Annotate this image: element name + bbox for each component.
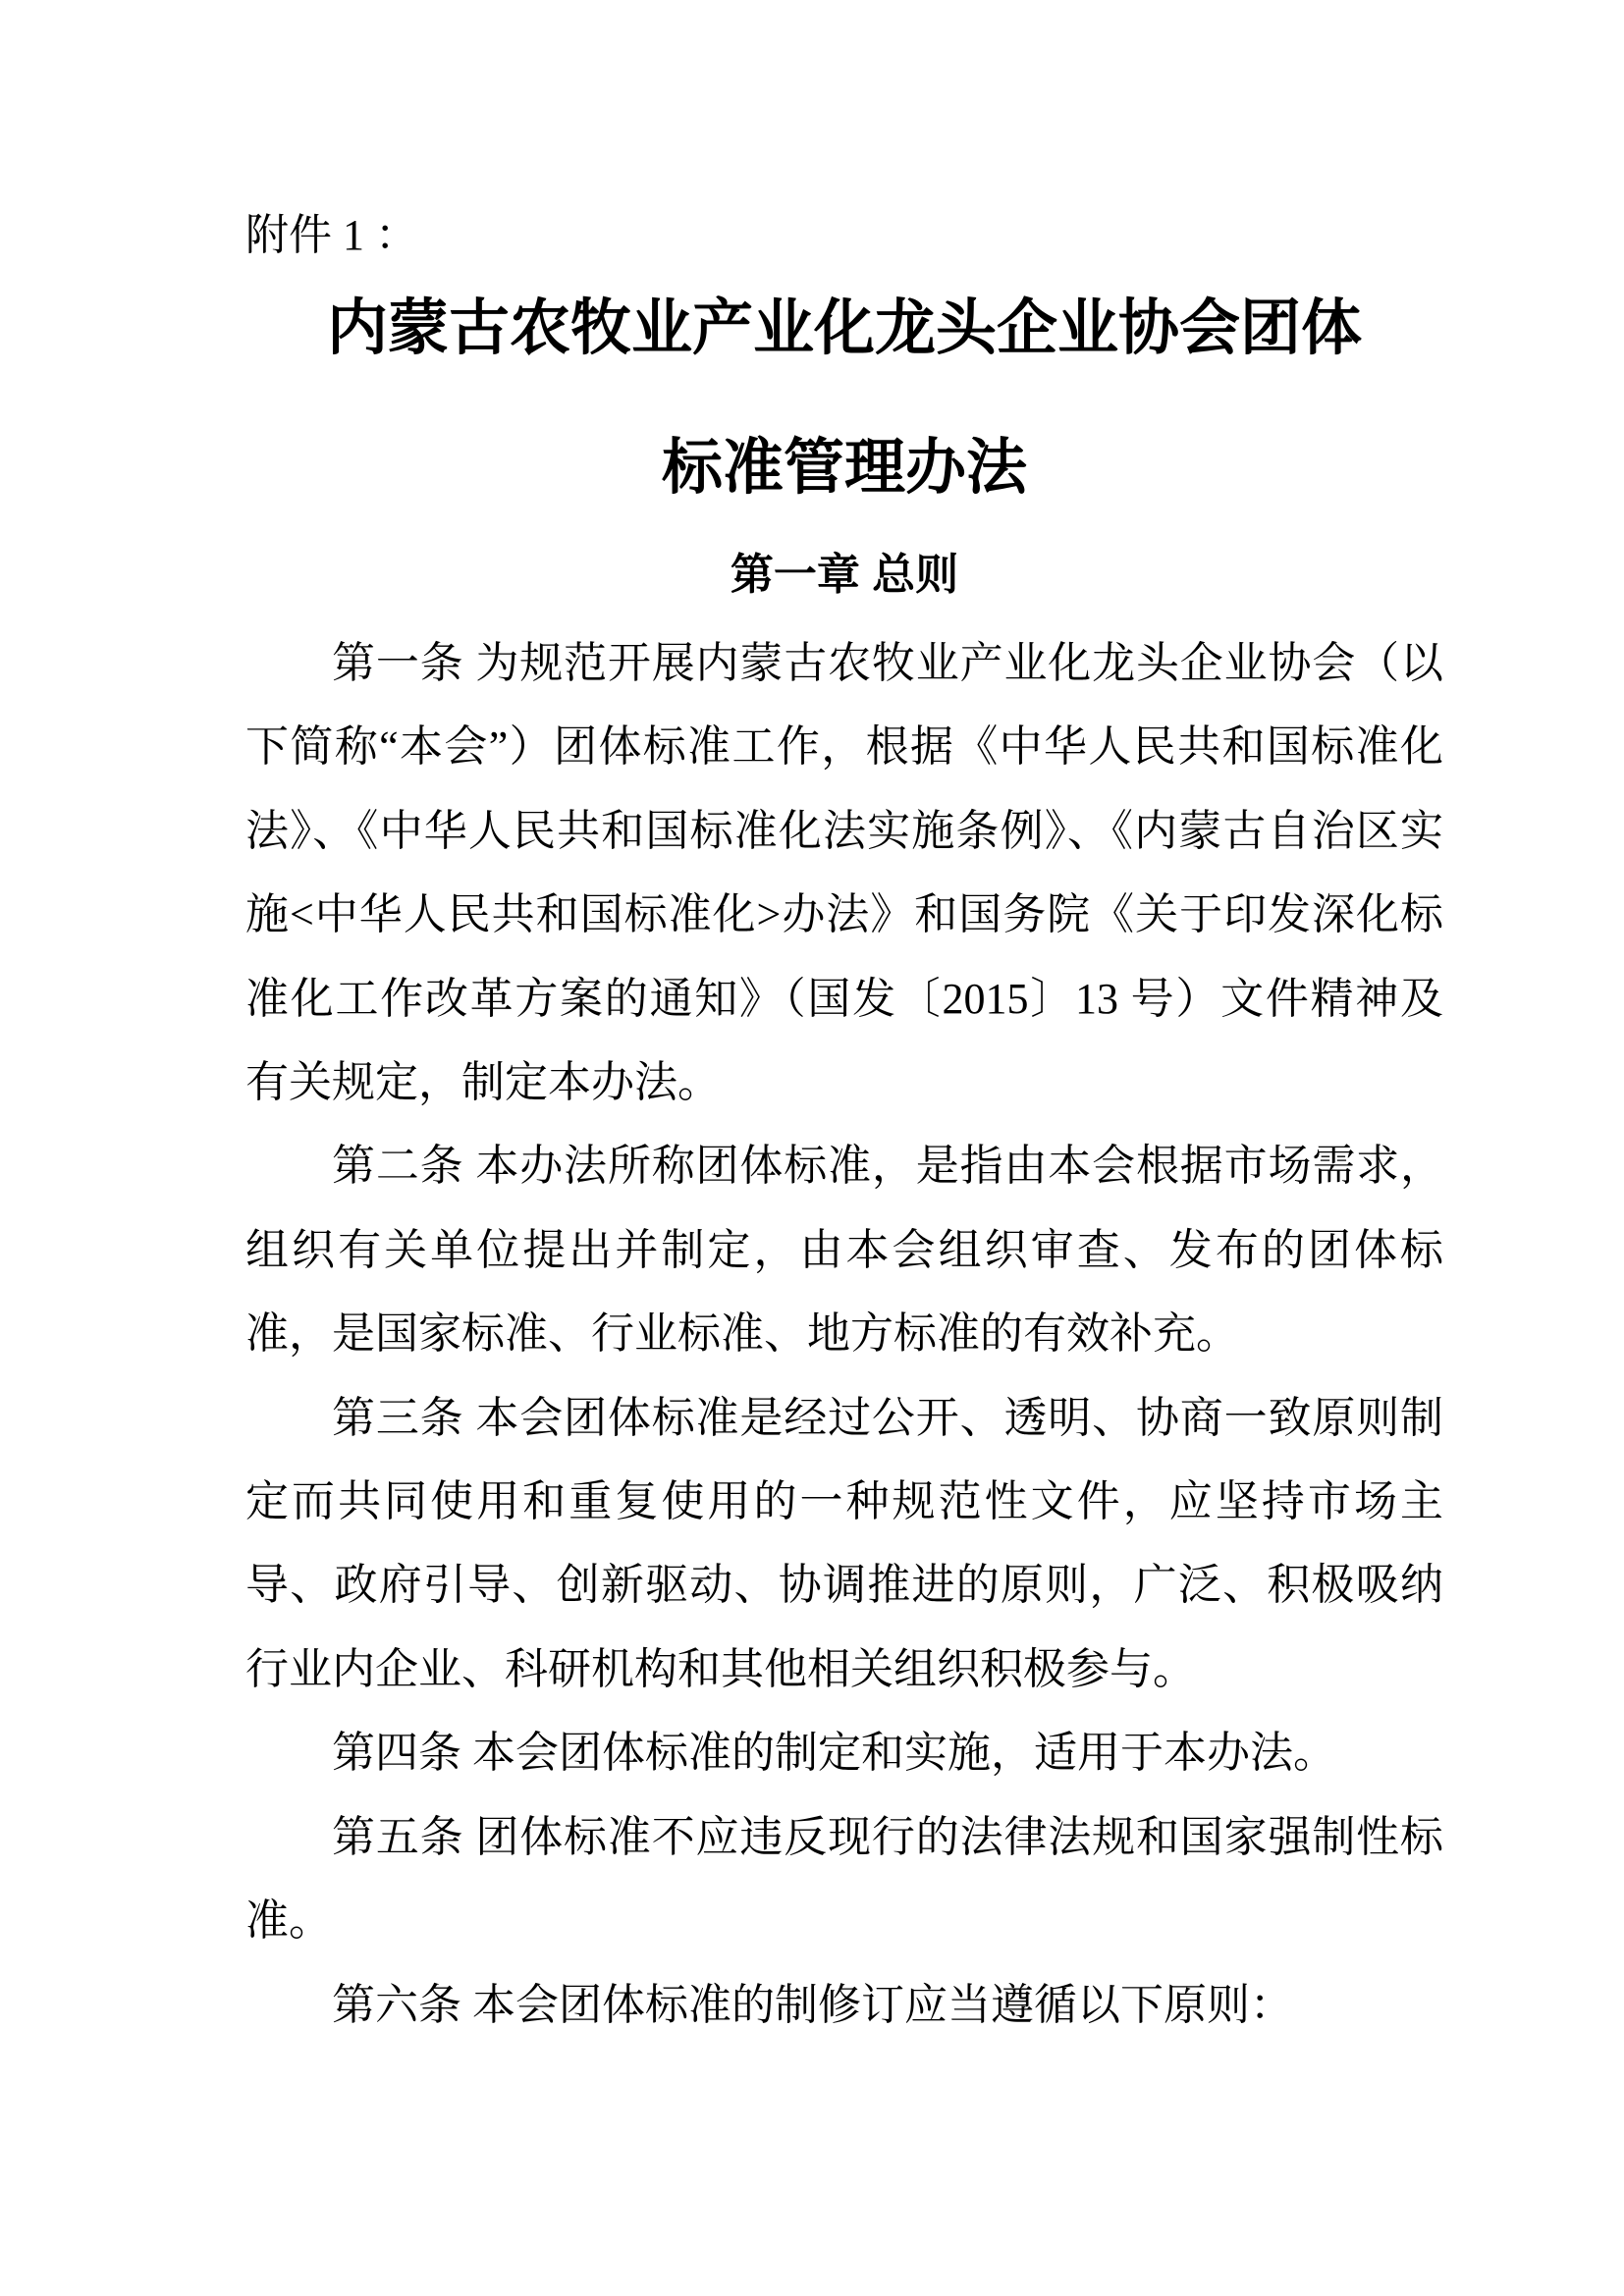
article-3-paragraph: 第三条 本会团体标准是经过公开、透明、协商一致原则制定而共同使用和重复使用的一种规范性文件，应坚持市场主导、政府引导、创新驱动、协调推进的原则，广泛、积极吸纳行业内企业、科研机构和其他相关组织积极参与。 [245, 1393, 1443, 1693]
article-4-paragraph: 第四条 本会团体标准的制定和实施，适用于本办法。 [332, 1729, 1336, 1778]
article-5-paragraph: 第五条 团体标准不应违反现行的法律法规和国家强制性标准。 [245, 1812, 1443, 1946]
document-title-line2: 标准管理办法 [661, 435, 1027, 502]
article-1-paragraph: 第一条 为规范开展内蒙古农牧业产业化龙头企业协会（以下简称“本会”）团体标准工作，根据《中华人民共和国标准化法》、《中华人民共和国标准化法实施条例》、《内蒙古自治区实施<中华人民共和国标准化>办法》和国务院《关于印发深化标准化工作改革方案的通知》（国发〔2015〕13 号）文件精神及有关规定，制定本办法。 [245, 639, 1443, 1107]
article-2-paragraph: 第二条 本办法所称团体标准，是指由本会根据市场需求，组织有关单位提出并制定，由本会组织审查、发布的团体标准，是国家标准、行业标准、地方标准的有效补充。 [245, 1142, 1443, 1359]
document-body [245, 621, 1443, 2047]
attachment-label: 附件 1 ： [245, 211, 418, 259]
article-6-paragraph: 第六条 本会团体标准的制修订应当遵循以下原则： [332, 1980, 1293, 2029]
chapter-heading: 第一章 总则 [730, 551, 959, 599]
document-title-line1: 内蒙古农牧业产业化龙头企业协会团体 [326, 295, 1362, 362]
